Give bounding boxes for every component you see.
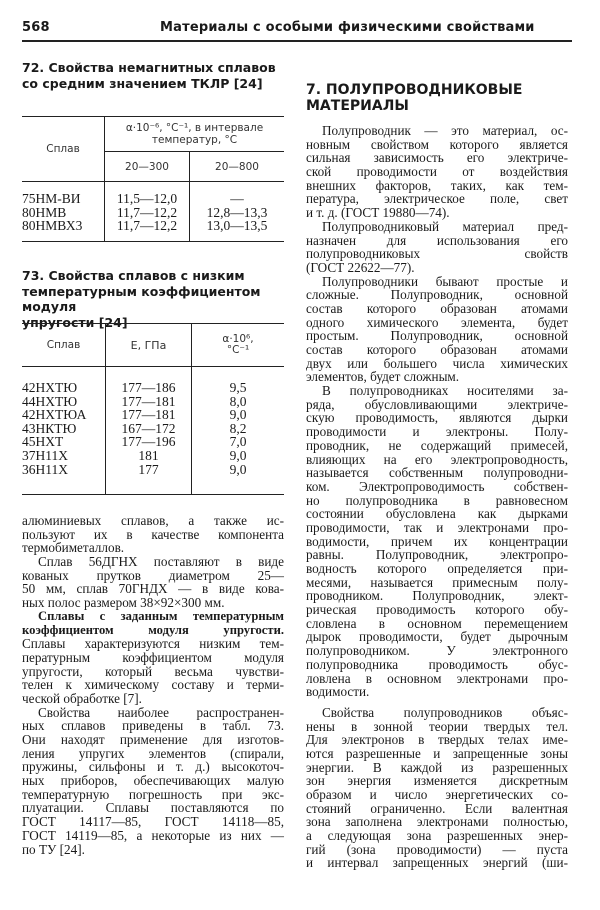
section-heading [306,82,522,114]
text-line: проводник, не содержащий примесей, [306,437,568,453]
text-line: зон энергия изменяется дискретным [306,773,568,789]
left-body-text [22,514,284,856]
text-line: элементов, будет сложным. [306,369,460,385]
text-line: полупроводником. У электронного [306,643,568,659]
paragraph [22,514,284,555]
text-line: и интервал запрещенных энергий (ши- [306,855,568,871]
text-line: но полупроводника в равновесном [306,492,568,508]
text-line: зона заполнена электронами полностью, [306,814,568,830]
table73-title-line: температурным коэффициентом модуля [22,283,261,314]
text-line: ления упругих элементов (спирали, [22,745,284,761]
text-line: пользуют их в качестве компонента [22,526,284,542]
text-line: ской проводимости от воздействия [306,164,568,180]
text-line: внешних факторов, таких, как тем- [306,177,568,193]
table72-title-line: со средним значением ТКЛР [24] [22,75,263,91]
text-line: гий (зона проводимости) — пуста [306,841,568,857]
text-line: пература, электрическое поле, свет [306,191,568,207]
text-line: образом и число энергетических со- [306,787,568,802]
text-line: дырок проводимости, будет дырочным [306,629,568,645]
text-line: влияющих на его электропроводность, [306,451,568,467]
text-line: ловлена в основном электронами про- [306,670,568,686]
text-line: скую проводимость, являются дырки [306,410,568,426]
text-line: сложные. Полупроводник, основной [306,287,568,303]
text-line: проводимости, так и электронами про- [306,519,568,535]
text-line: пературным коэффициентом модуля [22,649,284,665]
paragraph [306,220,568,275]
table72-title [22,60,284,91]
text-line: называется собственным полупроводни- [306,465,568,481]
text-line: Свойства наиболее распространен- [38,704,284,720]
text-line: 50 мм, сплав 70ГНДХ — в виде кова- [22,581,284,597]
text-line: и т. д. (ГОСТ 19880—74). [306,205,450,221]
text-line: одного химического элемента, будет [306,314,568,330]
section-heading-line: МАТЕРИАЛЫ [306,98,409,114]
text-line: двух или большего числа химических [306,355,568,371]
text-line: (ГОСТ 22622—77). [306,259,415,275]
text-line: проводником. Полупроводник, элект- [306,588,568,604]
text-line: упругости, который весьма чувстви- [22,663,284,679]
text-line: новным свойством которого является [306,136,568,152]
text-line: ческой обработке [7]. [22,690,142,706]
paragraph [306,384,568,699]
text-line: телен к химическому составу и терми- [22,677,284,693]
paragraph [22,706,284,857]
table73-modulus: 177—186 177—181 177—181 167—172 177—196 181 177 [106,367,192,495]
text-line: Полупроводниковый материал пред- [322,218,568,234]
text-line: коэффициентом модуля упругости. [22,622,284,637]
header-rule [22,40,572,42]
text-line: плуатации. Сплавы поставляются по [22,800,284,816]
paragraph [306,124,568,220]
table72-col-alloy: Сплав [46,143,80,155]
table73-title [22,268,284,330]
table72-col-group: α·10⁻⁶, °C⁻¹, в интервале температур, °C [105,117,285,152]
table73-col-alpha: α·10⁶, °C⁻¹ [192,324,285,367]
paragraph [22,610,284,706]
text-line: полупроводниковых свойств [306,246,568,262]
text-line: словлена в основном перемещением [306,615,568,631]
text-line: Для электронов в твердых телах име- [306,732,568,748]
text-line: сильная зависимость его электриче- [306,150,568,166]
text-line: водимости, причем их концентрации [306,533,568,549]
text-line: Сплавы с заданным температурным [38,608,284,623]
text-line: Полупроводники бывают простые и [322,273,568,289]
text-line: ных приборов, обеспечивающих малую [22,773,284,789]
table72-subcol: 20—800 [190,152,285,182]
text-line: алюминиевых сплавов, а также ис- [22,513,284,528]
right-body-text [306,124,568,870]
table72-range2: — 12,8—13,3 13,0—13,5 [190,182,285,242]
text-line: рическая проводимость которого обу- [306,602,568,618]
table72-alloys: 75НМ-ВИ 80НМВ 80НМВХ3 [22,191,83,234]
text-line: стояний ограниченно. Если валентная [306,800,568,816]
text-line: ГОСТ 14119—85, а некоторые из них — [22,827,284,843]
text-line: нены в зонной теории твердых тел. [306,718,568,734]
text-line: проводимости и электроны. Полу- [306,424,568,440]
table73-col-modulus: E, ГПа [106,324,192,367]
text-line: Свойства полупроводников объяс- [322,704,568,720]
text-line: водность которого определяется при- [306,561,568,576]
paragraph [22,555,284,610]
text-line: состав которого образован атомами [306,342,568,357]
text-line: месями, называется примесным полу- [306,574,568,590]
running-title: Материалы с особыми физическими свойствами [160,20,535,35]
table73-title-line: упругости [24] [22,314,128,330]
text-line: Сплавы характеризуются низким тем- [22,636,284,652]
paragraph [306,275,568,385]
text-line: простым. Полупроводник, основной [306,328,568,344]
paragraph [306,706,568,870]
text-line: пружины, сильфоны и т. д.) высокоточ- [22,759,284,775]
text-line: по ТУ [24]. [22,841,85,857]
table73-col-alloy: Сплав [46,339,81,351]
text-line: Полупроводник — это материал, ос- [322,123,568,138]
page-number: 568 [22,20,50,35]
text-line: ных полос размером 38×92×300 мм. [22,595,225,611]
text-line: ком. Электропроводимость собствен- [306,478,568,494]
text-line: В полупроводниках носителями за- [322,383,568,399]
text-line: термобиметаллов. [22,540,125,556]
text-line: состоянии обусловлена как дырками [306,506,568,522]
text-line: ных сплавов приведены в табл. 73. [22,718,284,734]
text-line: ются разрешенные и запрещенные зоны [306,745,568,761]
table73-alloys: 42НХТЮ 44НХТЮ 42НХТЮА 43НКТЮ 45НХТ 37Н11Х 36Н11Х [22,380,87,477]
text-line: равны. Полупроводник, электропро- [306,547,568,563]
text-line: кованых прутков диаметром 25— [22,567,284,583]
table73-alpha: 9,5 8,0 9,0 8,2 7,0 9,0 9,0 [192,367,285,495]
text-line: температурную погрешность при экс- [22,786,284,802]
text-line: энергии. В каждой из разрешенных [306,759,568,775]
text-line: Они находят применение для изготов- [22,732,284,747]
text-line: назначен для использования его [306,232,568,248]
table72-title-line: 72. Свойства немагнитных сплавов [22,60,276,75]
table72-subcol: 20—300 [105,152,190,182]
text-line: состав которого образован атомами [306,300,568,316]
text-line: ГОСТ 14117—85, ГОСТ 14118—85, [22,814,284,830]
table72 [22,116,284,242]
text-line: Сплав 56ДГНХ поставляют в виде [38,554,284,570]
text-line: водимости. [306,684,370,700]
text-line: ряда, обусловливающими электриче- [306,396,568,412]
text-line: полупроводника проводимость обус- [306,656,568,672]
table73 [22,323,284,495]
text-line: а следующая зона разрешенных энер- [306,828,568,844]
table72-range1: 11,5—12,0 11,7—12,2 11,7—12,2 [105,182,190,242]
section-heading-line: 7. ПОЛУПРОВОДНИКОВЫЕ [306,82,523,98]
table73-title-line: 73. Свойства сплавов с низким [22,268,245,283]
